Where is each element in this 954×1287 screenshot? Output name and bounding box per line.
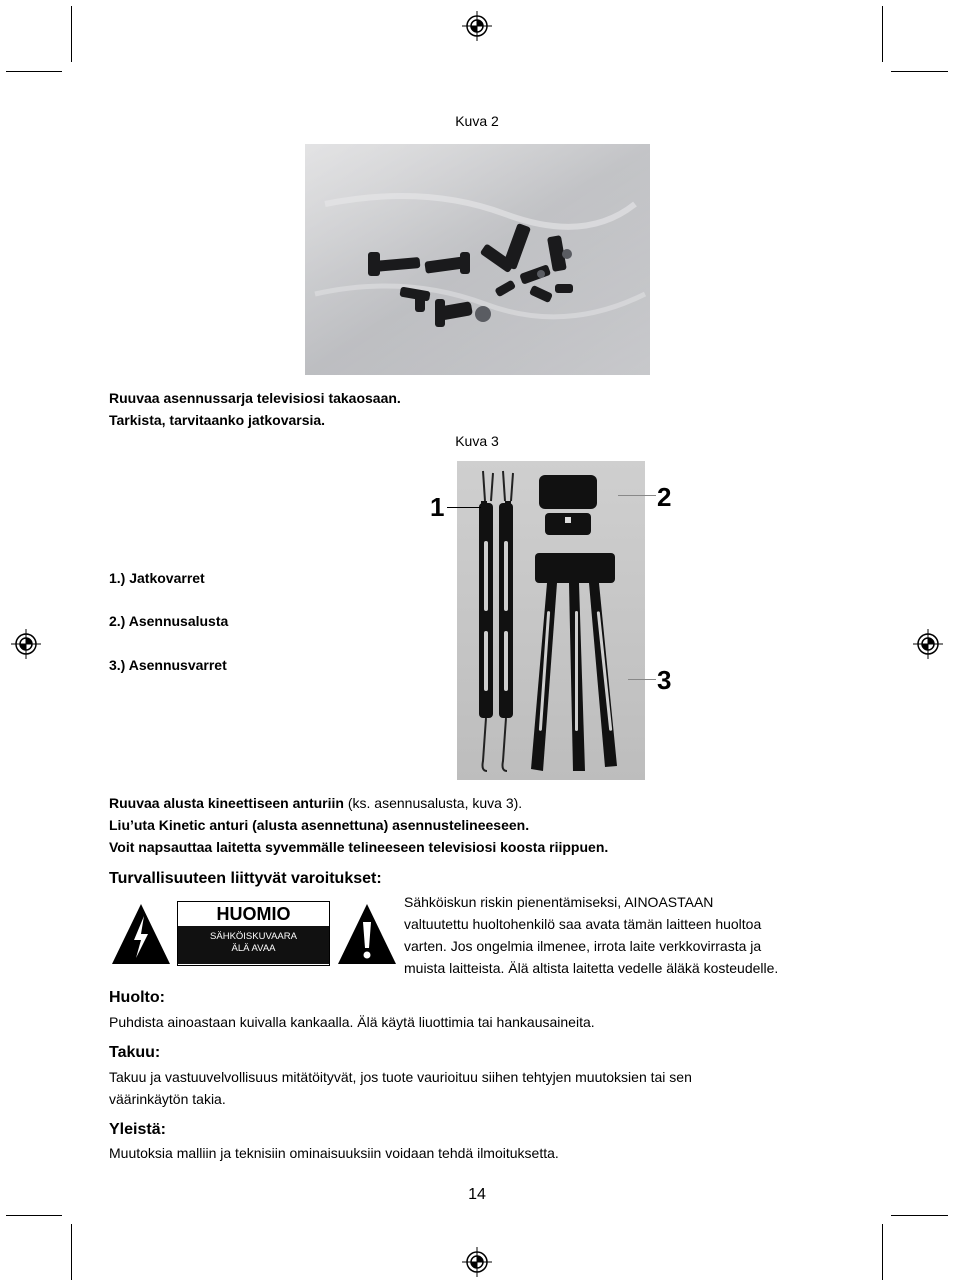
warranty-text-line-2: väärinkäytön takia. xyxy=(109,1091,226,1107)
crop-mark xyxy=(891,71,948,72)
mount-parts-photo xyxy=(457,461,645,780)
step-1-line-1: Ruuvaa asennussarja televisiosi takaosaan. xyxy=(109,390,401,406)
warranty-heading: Takuu: xyxy=(109,1044,161,1061)
step-1-line-2: Tarkista, tarvitaanko jatkovarsia. xyxy=(109,412,326,428)
step-2-line-2: Liu’uta Kinetic anturi (alusta asennettuna) asennustelineeseen. xyxy=(109,817,530,833)
step-2-line-3: Voit napsauttaa laitetta syvemmälle telineeseen televisiosi koosta riippuen. xyxy=(109,839,609,855)
warranty-text-line-1: Takuu ja vastuuvelvollisuus mitätöityvät, jos tuote vaurioituu siihen tehtyjen muutoksien tai sen xyxy=(109,1069,692,1085)
figure-2-caption: Kuva 2 xyxy=(455,113,499,129)
registration-mark-icon xyxy=(912,628,944,660)
caution-label-title: HUOMIO xyxy=(178,902,329,926)
caution-label-line-2: ÄLÄ AVAA xyxy=(231,943,276,954)
safety-text-line-3: varten. Jos ongelmia ilmenee, irrota laite verkkovirrasta ja xyxy=(404,938,762,954)
figure-3-label-3: 3 xyxy=(657,665,672,695)
exclamation-warning-icon xyxy=(336,902,398,966)
crop-mark xyxy=(6,1215,62,1216)
figure-3-label-1: 1 xyxy=(430,492,445,522)
safety-text-line-4: muista laitteista. Älä altista laitetta vedelle äläkä kosteudelle. xyxy=(404,960,779,976)
caution-label xyxy=(177,901,330,966)
leader-line xyxy=(447,507,481,508)
part-item-mounting-arms: 3.) Asennusvarret xyxy=(109,657,227,673)
part-item-extension-arms: 1.) Jatkovarret xyxy=(109,570,205,586)
figure-3-label-2: 2 xyxy=(657,482,672,512)
screws-bag-photo xyxy=(305,144,650,375)
lightning-warning-icon xyxy=(110,902,172,966)
general-text: Muutoksia malliin ja teknisiin ominaisuuksiin voidaan tehdä ilmoituksetta. xyxy=(109,1145,559,1161)
maintenance-heading: Huolto: xyxy=(109,989,165,1006)
caution-label-line-1: SÄHKÖISKUVAARA xyxy=(210,931,297,942)
part-item-mounting-base: 2.) Asennusalusta xyxy=(109,613,229,629)
crop-mark xyxy=(882,6,883,62)
safety-text-line-1: Sähköiskun riskin pienentämiseksi, AINOASTAAN xyxy=(404,894,714,910)
crop-mark xyxy=(71,6,72,62)
leader-line xyxy=(628,679,656,680)
crop-mark xyxy=(882,1224,883,1280)
registration-mark-icon xyxy=(461,10,493,42)
registration-mark-icon xyxy=(461,1246,493,1278)
crop-mark xyxy=(891,1215,948,1216)
maintenance-text: Puhdista ainoastaan kuivalla kankaalla. Älä käytä liuottimia tai hankausaineita. xyxy=(109,1014,595,1030)
crop-mark xyxy=(6,71,62,72)
crop-mark xyxy=(71,1224,72,1280)
safety-text-line-2: valtuutettu huoltohenkilö saa avata tämän laitteen huoltoa xyxy=(404,916,762,932)
leader-line xyxy=(618,495,656,496)
safety-heading: Turvallisuuteen liittyvät varoitukset: xyxy=(109,870,382,887)
caution-label-body xyxy=(178,926,329,964)
registration-mark-icon xyxy=(10,628,42,660)
step-2-line-1-rest: (ks. asennusalusta, kuva 3). xyxy=(343,795,523,811)
step-2-line-1-bold: Ruuvaa alusta kineettiseen anturiin xyxy=(109,795,344,811)
figure-3-caption: Kuva 3 xyxy=(455,433,499,449)
step-2-line-1 xyxy=(109,792,522,814)
general-heading: Yleistä: xyxy=(109,1121,166,1138)
page-number: 14 xyxy=(468,1186,486,1203)
